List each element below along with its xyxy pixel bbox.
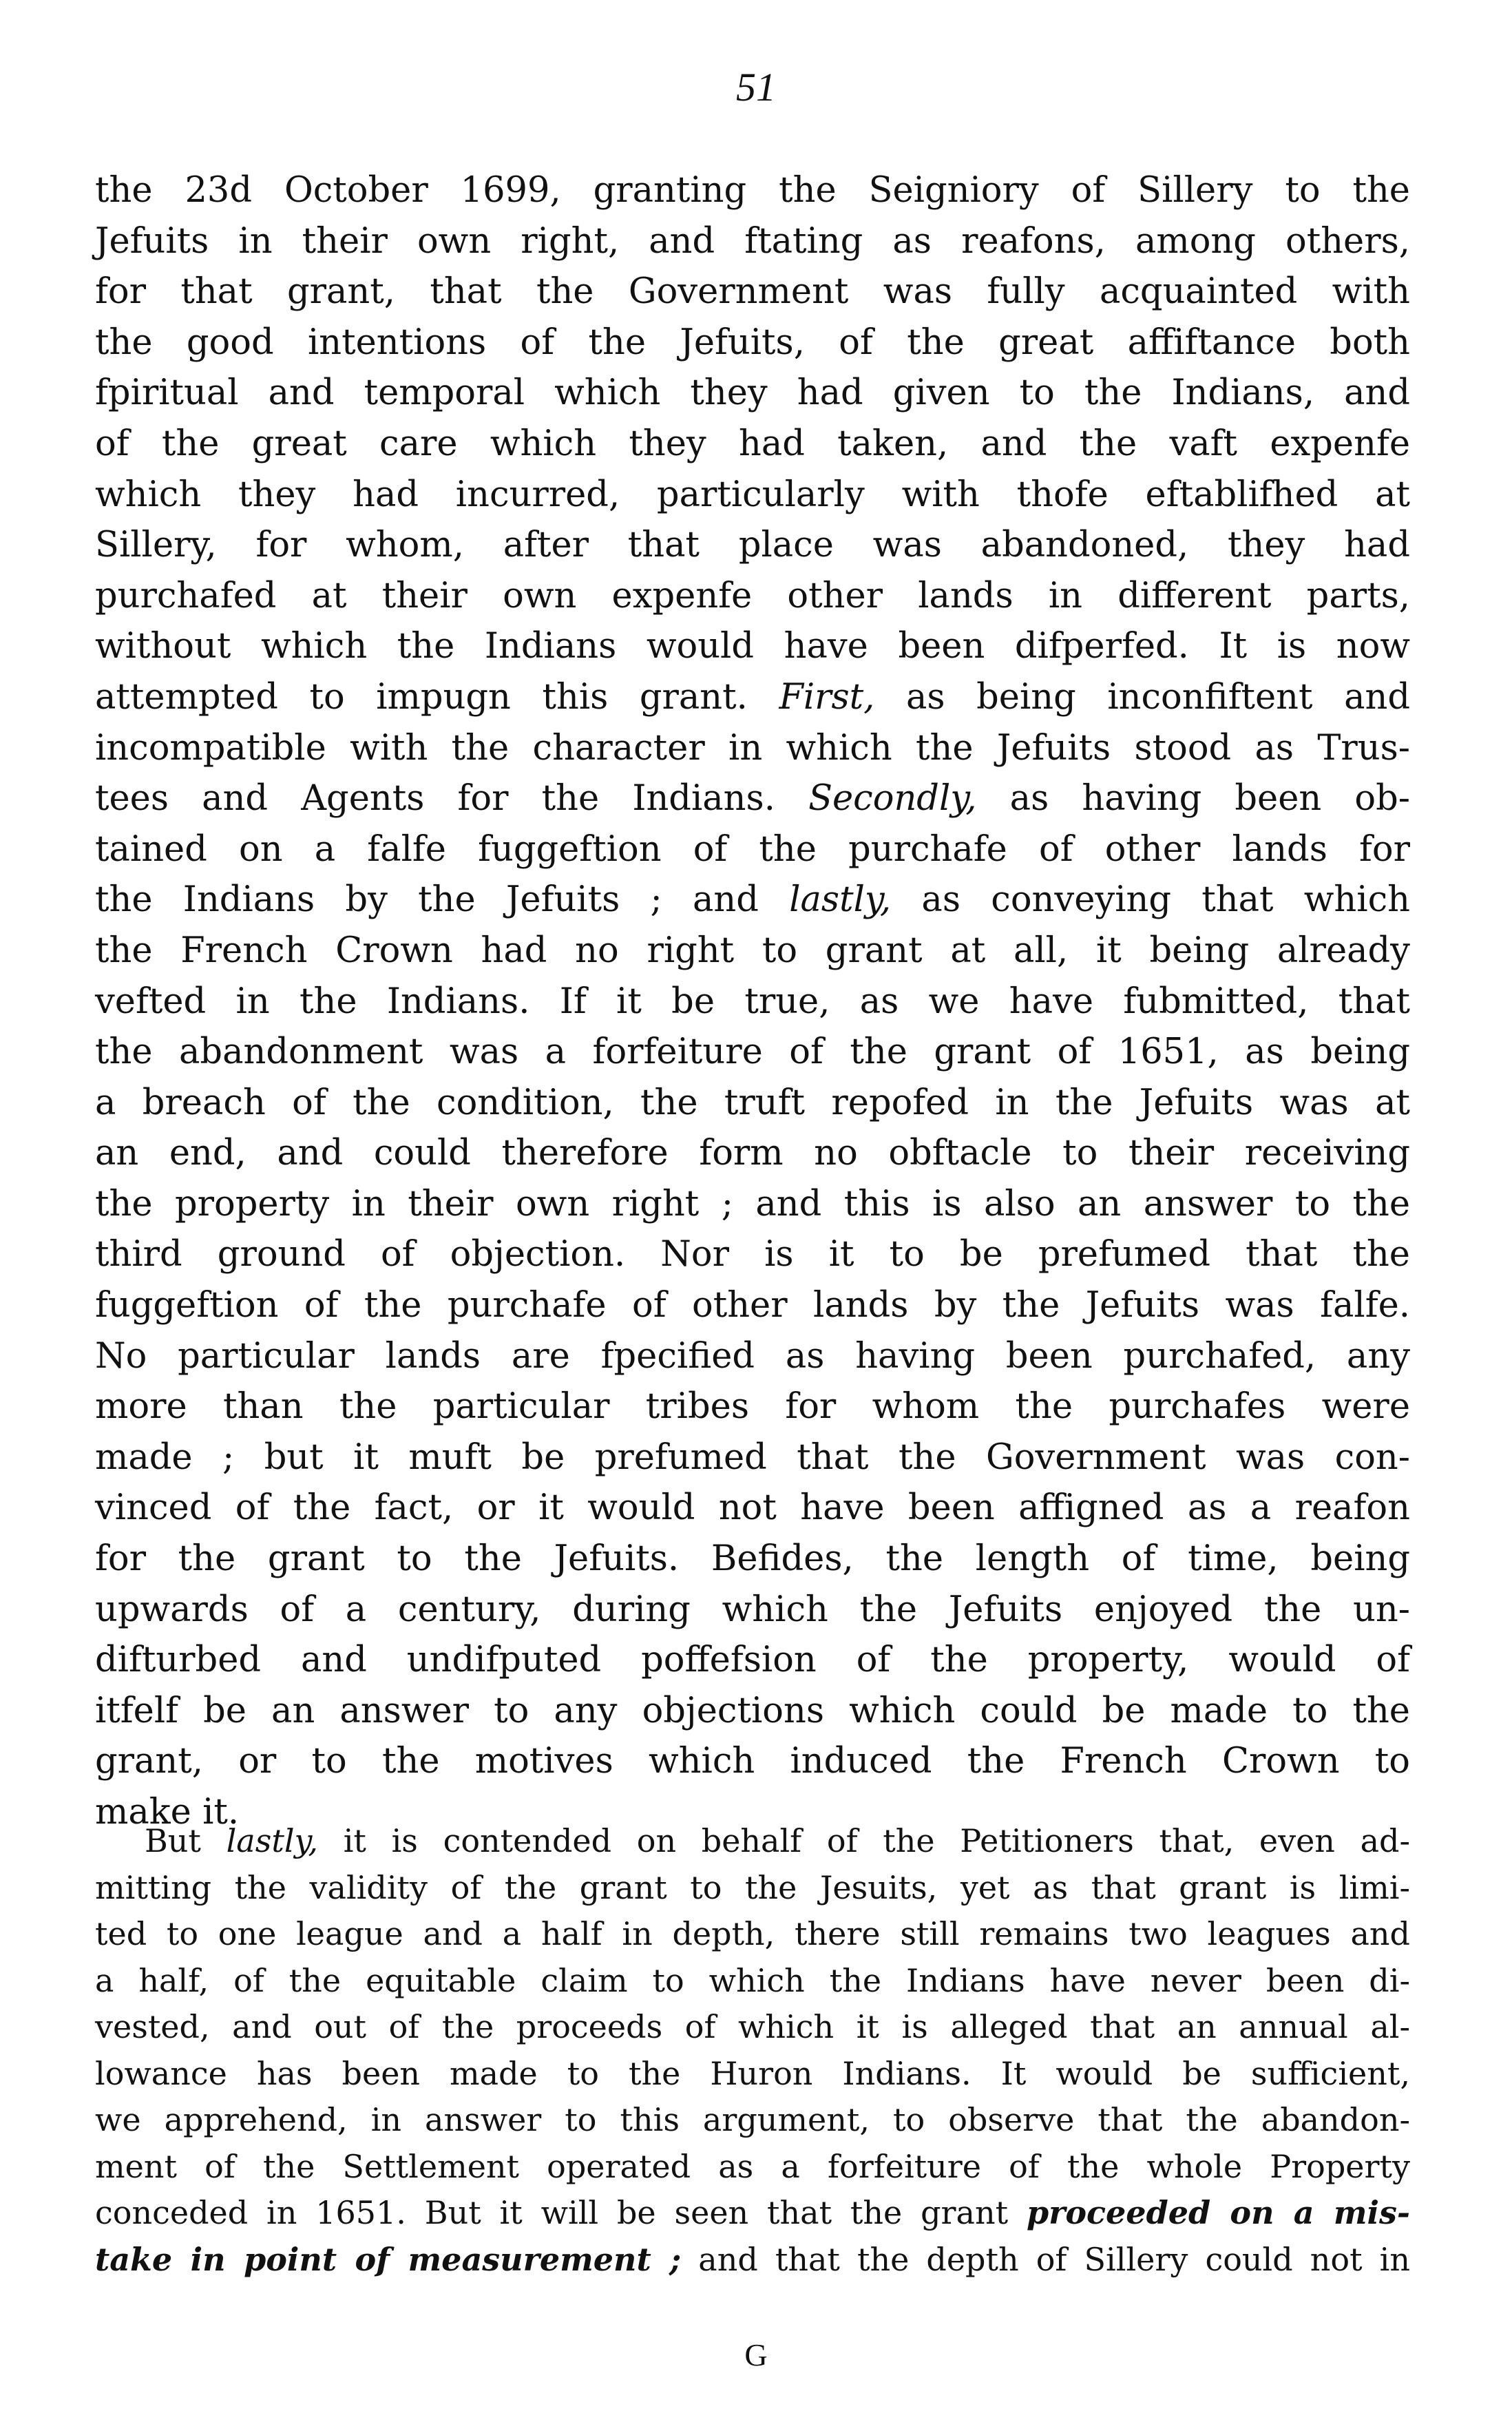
text-line xyxy=(95,672,1410,723)
text-line: of the great care which they had taken, and the vaft expenfe xyxy=(95,423,1410,464)
text-line: lowance has been made to the Huron Indians. It would be sufficient, xyxy=(95,2054,1410,2092)
text-segment: the Indians by the Jefuits ; and xyxy=(95,879,759,921)
text-segment: But xyxy=(145,1822,201,1859)
text-line: No particular lands are fpecified as having been purchafed, any xyxy=(95,1335,1410,1377)
text-line: the 23d October 1699, granting the Seigniory of Sillery to the xyxy=(95,170,1410,211)
text-segment: and that the depth of Sillery could not in xyxy=(698,2240,1410,2278)
italic-word: lastly, xyxy=(789,879,892,921)
text-segment: it is contended on behalf of the Petitioners that, even ad- xyxy=(343,1822,1411,1859)
text-line: fuggeftion of the purchafe of other lands by the Jefuits was falfe. xyxy=(95,1285,1410,1326)
text-segment: as having been ob- xyxy=(1009,778,1410,819)
text-segment: conceded in 1651. But it will be seen that the grant xyxy=(95,2194,1009,2231)
text-line: for that grant, that the Government was fully acquainted with xyxy=(95,271,1410,313)
text-line: ment of the Settlement operated as a forfeiture of the whole Property xyxy=(95,2147,1410,2185)
text-line: the abandonment was a forfeiture of the grant of 1651, as being xyxy=(95,1032,1410,1073)
text-line: a half, of the equitable claim to which the Indians have never been di- xyxy=(95,1961,1410,1999)
text-line xyxy=(95,2237,1410,2284)
text-line: an end, and could therefore form no obftacle to their receiving xyxy=(95,1133,1410,1174)
text-line: the French Crown had no right to grant at all, it being already xyxy=(95,930,1410,971)
text-line: Sillery, for whom, after that place was abandoned, they had xyxy=(95,525,1410,566)
text-line: vinced of the fact, or it would not have been affigned as a reafon xyxy=(95,1487,1410,1529)
text-line: third ground of objection. Nor is it to be prefumed that the xyxy=(95,1234,1410,1275)
second-paragraph xyxy=(95,1818,1410,2283)
text-line: without which the Indians would have been difperfed. It is now xyxy=(95,626,1410,667)
text-line: make it. xyxy=(95,1792,240,1833)
text-line xyxy=(95,2190,1410,2237)
text-line: grant, or to the motives which induced the French Crown to xyxy=(95,1741,1410,1782)
text-line: itfelf be an answer to any objections which could be made to the xyxy=(95,1690,1410,1731)
italic-phrase: take in point of measurement ; xyxy=(95,2240,682,2278)
italic-phrase: proceeded on a mis- xyxy=(1026,2194,1410,2231)
text-line xyxy=(95,773,1410,824)
text-line: more than the particular tribes for whom the purchafes were xyxy=(95,1386,1410,1428)
text-line: tained on a falfe fuggeftion of the purchafe of other lands for xyxy=(95,828,1410,870)
text-line: mitting the validity of the grant to the Jesuits, yet as that grant is limi- xyxy=(95,1868,1410,1906)
text-line: purchafed at their own expenfe other lands in different parts, xyxy=(95,575,1410,616)
text-line: ted to one league and a half in depth, there still remains two leagues and xyxy=(95,1915,1410,1952)
text-line: a breach of the condition, the truft repofed in the Jefuits was at xyxy=(95,1082,1410,1123)
text-segment: attempted to impugn this grant. xyxy=(95,676,748,718)
text-line: the property in their own right ; and this is also an answer to the xyxy=(95,1183,1410,1224)
text-segment: as conveying that which xyxy=(921,879,1410,921)
italic-word: Secondly, xyxy=(808,778,977,819)
text-segment: as being inconfiftent and xyxy=(905,676,1410,718)
text-line xyxy=(95,1818,1410,1865)
italic-word: lastly, xyxy=(226,1822,319,1859)
text-line: made ; but it muft be prefumed that the Government was con- xyxy=(95,1437,1410,1478)
page-number: 51 xyxy=(736,65,776,109)
text-line: vefted in the Indians. If it be true, as we have fubmitted, that xyxy=(95,981,1410,1022)
italic-word: First, xyxy=(779,676,875,718)
text-line: difturbed and undifputed poffefsion of the property, would of xyxy=(95,1640,1410,1681)
text-line: which they had incurred, particularly with thofe eftablifhed at xyxy=(95,474,1410,515)
text-line: Jefuits in their own right, and ftating as reafons, among others, xyxy=(95,220,1410,262)
text-segment: tees and Agents for the Indians. xyxy=(95,778,775,819)
main-paragraph xyxy=(95,165,1410,1838)
signature-mark: G xyxy=(744,2337,768,2372)
text-line xyxy=(95,875,1410,926)
text-line: we apprehend, in answer to this argument, to observe that the abandon- xyxy=(95,2101,1410,2138)
text-line: fpiritual and temporal which they had given to the Indians, and xyxy=(95,373,1410,414)
text-line: vested, and out of the proceeds of which it is alleged that an annual al- xyxy=(95,2008,1410,2045)
text-line: incompatible with the character in which the Jefuits stood as Trus- xyxy=(95,727,1410,769)
text-line: for the grant to the Jefuits. Befides, the length of time, being xyxy=(95,1538,1410,1580)
text-line: upwards of a century, during which the Jefuits enjoyed the un- xyxy=(95,1589,1410,1630)
text-line: the good intentions of the Jefuits, of the great affiftance both xyxy=(95,322,1410,363)
